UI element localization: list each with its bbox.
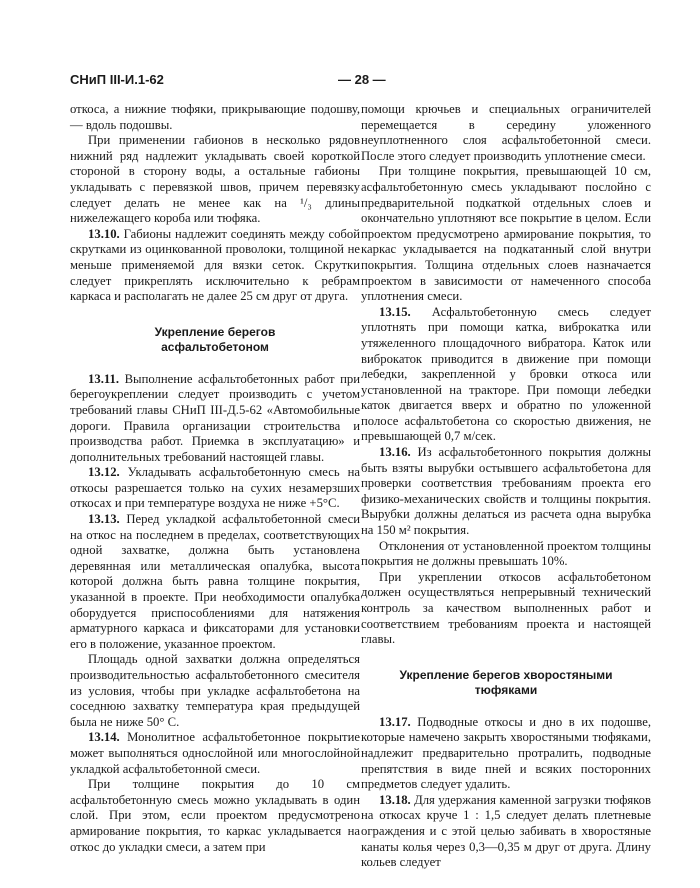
clause-text: Монолитное асфальтобетонное покрытие может выполняться однослойной или многослойной укладкой асфальтобетонной смеси. bbox=[70, 730, 361, 776]
section-heading-line: тюфяками bbox=[474, 682, 538, 697]
clause-text: Из асфальтобетонного покрытия должны быть взяты вырубки остывшего асфальтобетона для проверки соответствия требованиям проекта его физико-механических свойств и толщины покрытия. Вырубки должны делаться из расчета одна вырубка на 150 м² покрытия. bbox=[361, 445, 651, 538]
clause-number: 13.16. bbox=[379, 445, 411, 460]
clause-text: Габионы надлежит соединять между собой скрутками из оцинкованной проволоки, толщиной не меньше применяемой для вязки сеток. Скрутки следует прикреплять исключительно к ребрам каркаса и располагать не далее 25 см друг от друга. bbox=[70, 226, 361, 304]
clause-number: 13.13. bbox=[88, 512, 120, 527]
clause-text: Асфальтобетонную смесь следует уплотнять при помощи катка, виброкатка или утяжеленного площадочного вибратора. Каток или виброкаток приводится в движение при помощи лебедки, закрепленной у бровки откоса или установленной на тракторе. При помощи лебедки каток двигается вверх и обратно по уложенной полосе асфальтобетона со скоростью движения, не превышающей 0,7 м/сек. bbox=[361, 304, 651, 444]
clause-13-10 bbox=[70, 227, 360, 305]
clause-number: 13.12. bbox=[88, 465, 120, 480]
paragraph: Отклонения от установленной проектом толщины покрытия не должны превышать 10%. bbox=[361, 538, 651, 569]
paragraph: откоса, а нижние тюфяки, прикрывающие подошву, — вдоль подошвы. bbox=[70, 102, 360, 132]
document-code: СНиП III-И.1-62 bbox=[70, 72, 164, 87]
paragraph: При укреплении откосов асфальтобетоном должен осуществляться непрерывный технический контроль за качеством выполненных работ и соответствием требованиям проекта и настоящей главы. bbox=[361, 569, 651, 647]
clause-13-16 bbox=[361, 445, 651, 539]
section-heading-line: Укрепление берегов bbox=[154, 324, 276, 339]
page-number: — 28 — bbox=[338, 72, 386, 87]
clause-13-14 bbox=[70, 730, 360, 777]
clause-number: 13.18. bbox=[379, 792, 411, 807]
section-heading-line: асфальтобетоном bbox=[161, 339, 269, 354]
paragraph: При применении габионов в несколько рядов нижний ряд надлежит укладывать своей короткой стороной в сторону воды, а остальные габионы укладывать с перевязкой швов, причем перевязку следует делать не менее как на ¹/₃ длины нижележащего короба или тюфяка. bbox=[70, 133, 360, 226]
clause-13-13 bbox=[70, 512, 360, 652]
clause-13-17 bbox=[361, 715, 651, 793]
clause-text: Укладывать асфальтобетонную смесь на откосы разрешается только на сухих незамерзших откосах и при температуре воздуха не ниже +5°С. bbox=[70, 465, 360, 511]
clause-number: 13.10. bbox=[88, 226, 120, 241]
clause-13-18 bbox=[361, 793, 651, 871]
right-column bbox=[361, 102, 651, 871]
clause-number: 13.14. bbox=[88, 730, 120, 745]
clause-number: 13.17. bbox=[379, 714, 411, 729]
paragraph: помощи крючьев и специальных ограничителей перемещается в середину уложенного неуплотненного слоя асфальтобетонной смеси. После этого следует производить уплотнение смеси. bbox=[361, 102, 651, 163]
paragraph: Площадь одной захватки должна определяться производительностью асфальтобетонного смесителя из условия, чтобы при укладке асфальтобетона на соседнюю захватку температура края предыдущей была не ниже 50° С. bbox=[70, 652, 360, 729]
clause-13-15 bbox=[361, 305, 651, 445]
clause-text: Перед укладкой асфальтобетонной смеси на откос на последнем в пределах, соответствующих одной захватке, должна быть установлена деревянная или металлическая опалубка, высота которой должна быть равна толщине покрытия, указанной в проекте. При необходимости опалубка оборудуется приспособлениями для натяжения арматурного каркаса и фиксаторами для установки его в положение, указанное проектом. bbox=[70, 512, 360, 651]
clause-13-11 bbox=[70, 372, 360, 466]
section-heading-line: Укрепление берегов хворостяными bbox=[399, 667, 613, 682]
clause-number: 13.11. bbox=[88, 371, 120, 386]
clause-text: Для удержания каменной загрузки тюфяков на откосах круче 1 : 1,5 следует делать плетневые ограждения и с этой целью забивать в хворостяные канаты колья через 0,3—0,35 м друг от друга. Длину кольев следует bbox=[361, 792, 652, 870]
clause-text: Выполнение асфальтобетонных работ при берегоукреплении следует производить с учетом требований главы СНиП III-Д.5-62 «Автомобильные дороги. Правила организации строительства и производства работ. Приемка в эксплуатацию» и дополнительных требований настоящей главы. bbox=[70, 371, 360, 464]
clause-text: Подводные откосы и дно в их подошве, которые намечено закрыть хворостяными тюфяками, надлежит предварительно протралить, подводные препятствия в виде пней и всяких посторонних предметов следует удалить. bbox=[361, 714, 651, 792]
clause-13-12 bbox=[70, 465, 360, 512]
paragraph: При толщине покрытия до 10 см асфальтобетонную смесь можно укладывать в один слой. При этом, если проектом предусмотрено армирование покрытия, то каркас укладывается на откос до укладки смеси, а затем при bbox=[70, 777, 360, 854]
clause-number: 13.15. bbox=[379, 304, 411, 319]
paragraph: При толщине покрытия, превышающей 10 см, асфальтобетонную смесь укладывают послойно с предварительной подкаткой отдельных слоев и окончательно уплотняют все покрытие в целом. Если проектом предусмотрено армирование покрытия, то каркас укладывается на подкатанный слой внутри покрытия. Толщина отдельных слоев назначается проектом в зависимости от намеченного способа уплотнения смеси. bbox=[361, 164, 651, 304]
left-column bbox=[70, 102, 360, 855]
